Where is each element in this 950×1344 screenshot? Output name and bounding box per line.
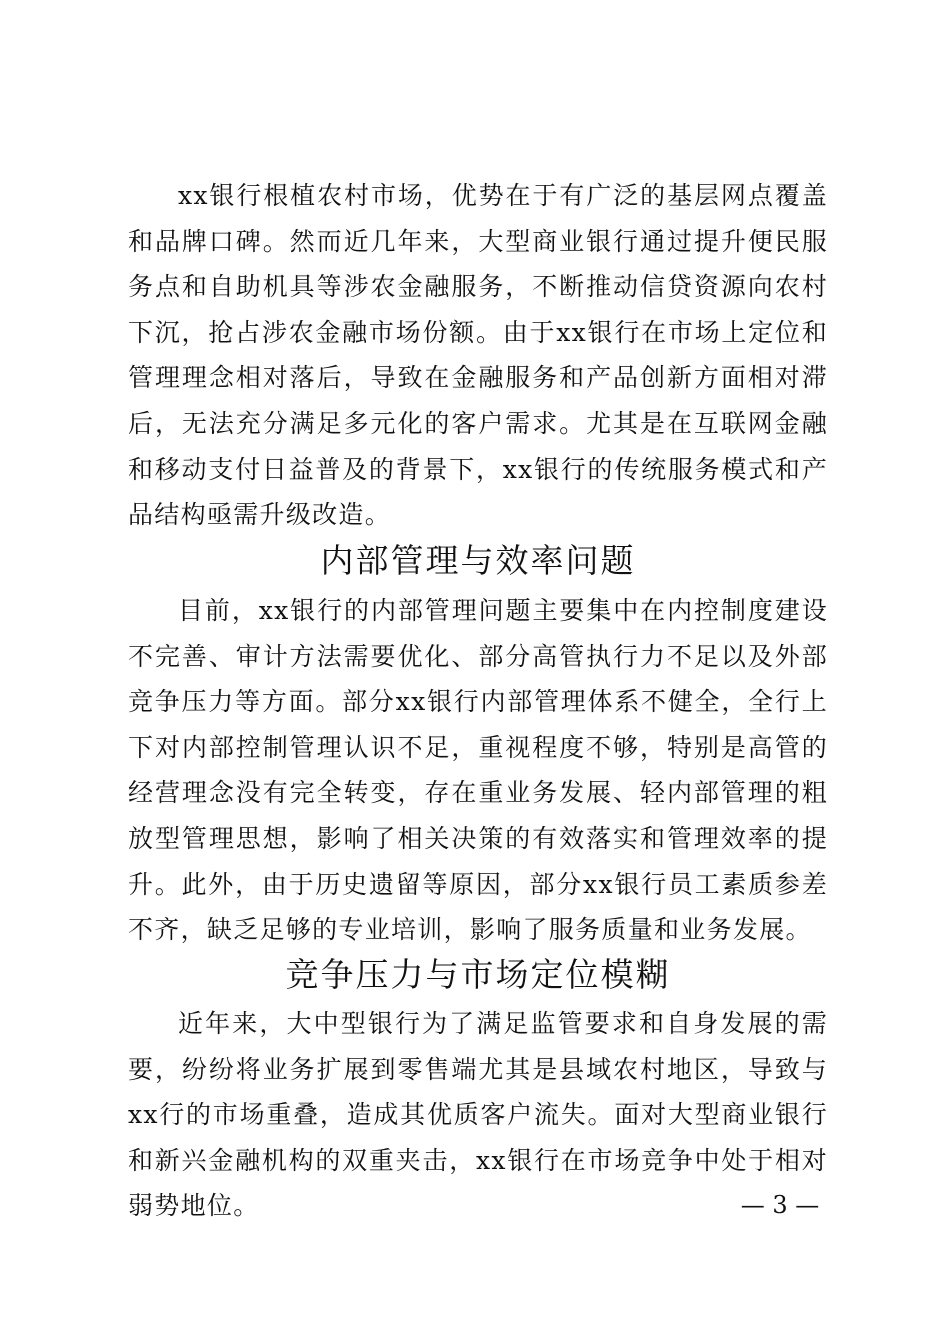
body-paragraph-competition: 近年来，大中型银行为了满足监管要求和自身发展的需要，纷纷将业务扩展到零售端尤其是县域农村地区，导致与xx行的市场重叠，造成其优质客户流失。面对大型商业银行和新兴金融机构的双重夹击，xx银行在市场竞争中处于相对弱势地位。 (128, 1009, 828, 1221)
section-heading-internal-management: 内部管理与效率问题 (320, 541, 636, 580)
body-paragraph-market-advantage: xx银行根植农村市场，优势在于有广泛的基层网点覆盖和品牌口碑。然而近几年来，大型商业银行通过提升便民服务点和自助机具等涉农金融服务，不断推动信贷资源向农村下沉，抢占涉农金融市场份额。由于xx银行在市场上定位和管理理念相对落后，导致在金融服务和产品创新方面相对滞后，无法充分满足多元化的客户需求。尤其是在互联网金融和移动支付日益普及的背景下，xx银行的传统服务模式和产品结构亟需升级改造。 (128, 181, 828, 530)
section-heading-competition: 竞争压力与市场定位模糊 (285, 955, 671, 994)
body-paragraph-internal-management: 目前，xx银行的内部管理问题主要集中在内控制度建设不完善、审计方法需要优化、部分高管执行力不足以及外部竞争压力等方面。部分xx银行内部管理体系不健全，全行上下对内部控制管理认识不足，重视程度不够，特别是高管的经营理念没有完全转变，存在重业务发展、轻内部管理的粗放型管理思想，影响了相关决策的有效落实和管理效率的提升。此外，由于历史遗留等原因，部分xx银行员工素质参差不齐，缺乏足够的专业培训，影响了服务质量和业务发展。 (128, 596, 828, 945)
page-number: — 3 — (740, 1191, 820, 1219)
